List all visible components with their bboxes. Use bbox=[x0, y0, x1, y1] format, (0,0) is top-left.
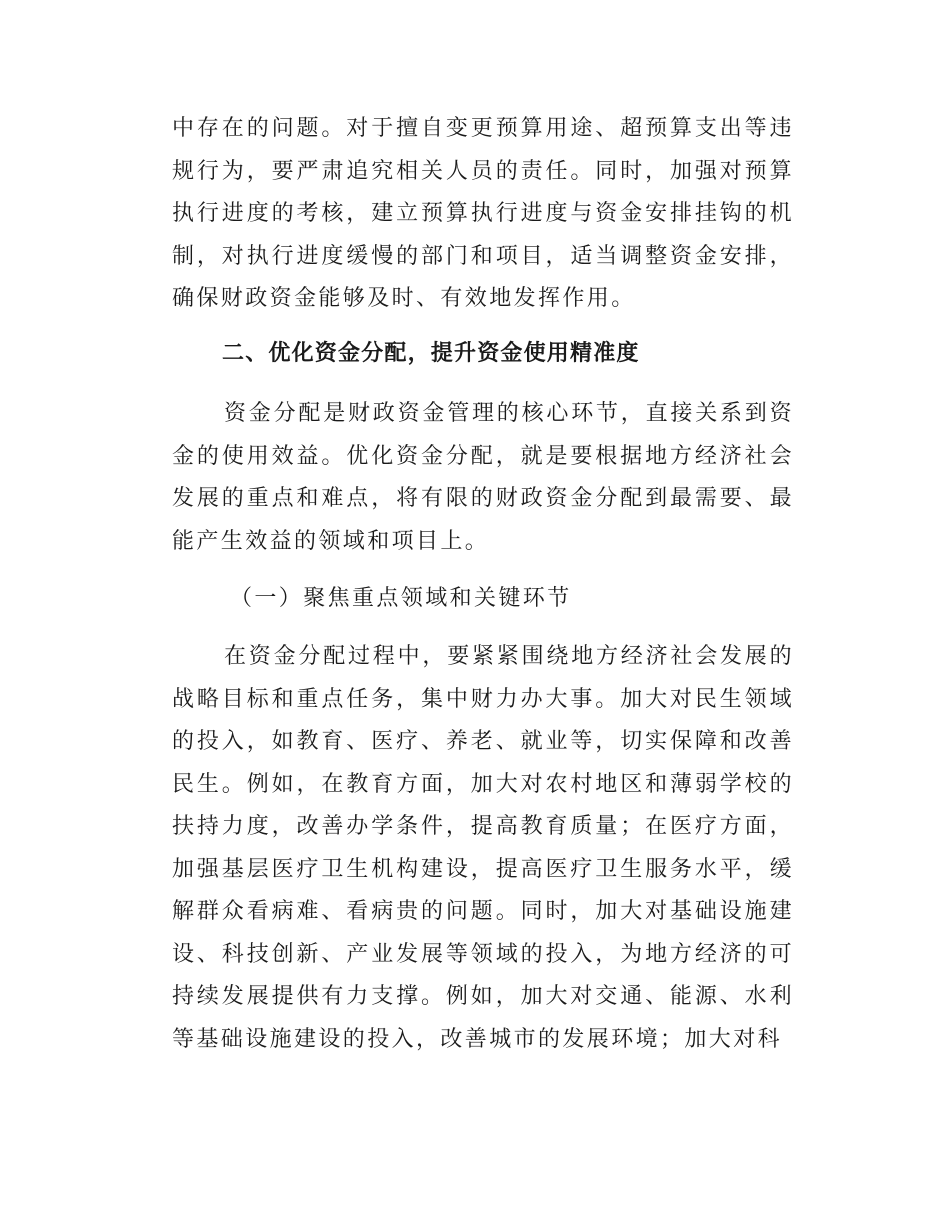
subsection-heading: （一）聚焦重点领域和关键环节 bbox=[230, 586, 572, 611]
body-paragraph: 中存在的问题。对于擅自变更预算用途、超预算支出等违规行为，要严肃追究相关人员的责任。同时，加强对预算执行进度的考核，建立预算执行进度与资金安排挂钩的机制，对执行进度缓慢的部门和项目，适当调整资金安排，确保财政资金能够及时、有效地发挥作用。 bbox=[172, 116, 794, 311]
body-paragraph: 在资金分配过程中，要紧紧围绕地方经济社会发展的战略目标和重点任务，集中财力办大事。加大对民生领域的投入，如教育、医疗、养老、就业等，切实保障和改善民生。例如，在教育方面，加大对农村地区和薄弱学校的扶持力度，改善办学条件，提高教育质量；在医疗方面，加强基层医疗卫生机构建设，提高医疗卫生服务水平，缓解群众看病难、看病贵的问题。同时，加大对基础设施建设、科技创新、产业发展等领域的投入，为地方经济的可持续发展提供有力支撑。例如，加大对交通、能源、水利等基础设施建设的投入，改善城市的发展环境；加大对科 bbox=[172, 644, 794, 1052]
body-paragraph: 资金分配是财政资金管理的核心环节，直接关系到资金的使用效益。优化资金分配，就是要根据地方经济社会发展的重点和难点，将有限的财政资金分配到最需要、最能产生效益的领域和项目上。 bbox=[172, 401, 794, 554]
section-heading: 二、优化资金分配，提升资金使用精准度 bbox=[222, 341, 640, 366]
